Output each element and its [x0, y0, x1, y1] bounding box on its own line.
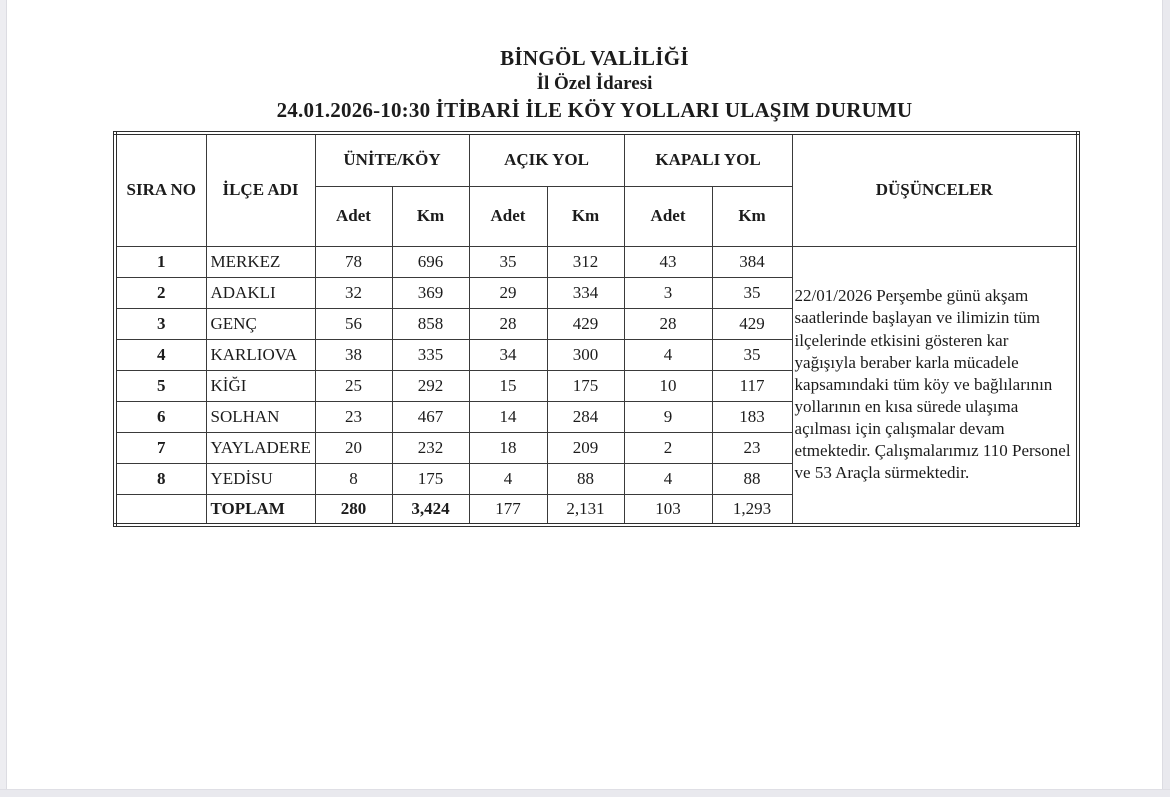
row-number-empty: [115, 494, 206, 525]
row-number: 2: [115, 277, 206, 308]
acik-adet: 4: [469, 463, 547, 494]
kapali-adet: 43: [624, 246, 712, 277]
header-sira-no: SIRA NO: [115, 133, 206, 246]
total-unite-km: 3,424: [392, 494, 469, 525]
notes-cell: 22/01/2026 Perşembe günü akşam saatlerinde başlayan ve ilimizin tüm ilçelerinde etkisini gösteren kar yağışıyla beraber karla mücadele kapsamındaki tüm köy ve bağlılarının yollarının en kısa sürede ulaşıma açılması için çalışmalar devam etmektedir. Çalışmalarımız 110 Personel ve 53 Araçla sürmektedir.: [792, 246, 1078, 525]
header-ilce-adi: İLÇE ADI: [206, 133, 315, 246]
kapali-km: 117: [712, 370, 792, 401]
acik-adet: 18: [469, 432, 547, 463]
kapali-adet: 10: [624, 370, 712, 401]
row-number: 5: [115, 370, 206, 401]
unite-adet: 78: [315, 246, 392, 277]
acik-km: 284: [547, 401, 624, 432]
page-edge-bottom: [0, 789, 1170, 797]
district-name: GENÇ: [206, 308, 315, 339]
unite-adet: 23: [315, 401, 392, 432]
unite-adet: 8: [315, 463, 392, 494]
unite-km: 858: [392, 308, 469, 339]
acik-adet: 35: [469, 246, 547, 277]
header-kapali-km: Km: [712, 186, 792, 246]
acik-km: 88: [547, 463, 624, 494]
unite-km: 696: [392, 246, 469, 277]
kapali-km: 384: [712, 246, 792, 277]
unite-km: 292: [392, 370, 469, 401]
kapali-km: 35: [712, 339, 792, 370]
kapali-adet: 2: [624, 432, 712, 463]
page-edge-left: [0, 0, 7, 797]
kapali-km: 429: [712, 308, 792, 339]
acik-adet: 28: [469, 308, 547, 339]
district-name: KİĞI: [206, 370, 315, 401]
header-acik-km: Km: [547, 186, 624, 246]
row-number: 6: [115, 401, 206, 432]
report-title: 24.01.2026-10:30 İTİBARİ İLE KÖY YOLLARI ULAŞIM DURUMU: [276, 98, 913, 122]
document-header: [113, 45, 1076, 124]
district-name: YEDİSU: [206, 463, 315, 494]
unite-km: 467: [392, 401, 469, 432]
total-kapali-km: 1,293: [712, 494, 792, 525]
district-name: YAYLADERE: [206, 432, 315, 463]
unite-km: 335: [392, 339, 469, 370]
acik-adet: 14: [469, 401, 547, 432]
acik-adet: 34: [469, 339, 547, 370]
kapali-km: 88: [712, 463, 792, 494]
header-unite-adet: Adet: [315, 186, 392, 246]
row-number: 7: [115, 432, 206, 463]
district-name: SOLHAN: [206, 401, 315, 432]
unite-km: 232: [392, 432, 469, 463]
kapali-km: 23: [712, 432, 792, 463]
district-name: ADAKLI: [206, 277, 315, 308]
kapali-adet: 3: [624, 277, 712, 308]
kapali-km: 35: [712, 277, 792, 308]
kapali-adet: 4: [624, 339, 712, 370]
page-edge-right: [1162, 0, 1170, 797]
acik-km: 175: [547, 370, 624, 401]
total-acik-adet: 177: [469, 494, 547, 525]
acik-km: 429: [547, 308, 624, 339]
document-page: [113, 45, 1076, 527]
row-number: 8: [115, 463, 206, 494]
acik-adet: 29: [469, 277, 547, 308]
row-number: 4: [115, 339, 206, 370]
kapali-adet: 9: [624, 401, 712, 432]
acik-km: 209: [547, 432, 624, 463]
unite-adet: 38: [315, 339, 392, 370]
unite-adet: 20: [315, 432, 392, 463]
road-status-table: [113, 131, 1080, 527]
header-unite-km: Km: [392, 186, 469, 246]
header-unite-koy: ÜNİTE/KÖY: [315, 133, 469, 186]
unite-adet: 32: [315, 277, 392, 308]
unite-km: 175: [392, 463, 469, 494]
header-kapali-yol: KAPALI YOL: [624, 133, 792, 186]
administration-subtitle: İl Özel İdaresi: [536, 73, 653, 94]
unite-adet: 25: [315, 370, 392, 401]
total-kapali-adet: 103: [624, 494, 712, 525]
governorship-title: BİNGÖL VALİLİĞİ: [500, 46, 689, 70]
header-acik-yol: AÇIK YOL: [469, 133, 624, 186]
kapali-adet: 28: [624, 308, 712, 339]
acik-km: 334: [547, 277, 624, 308]
district-name: MERKEZ: [206, 246, 315, 277]
acik-km: 300: [547, 339, 624, 370]
total-label: TOPLAM: [206, 494, 315, 525]
total-unite-adet: 280: [315, 494, 392, 525]
row-number: 1: [115, 246, 206, 277]
kapali-adet: 4: [624, 463, 712, 494]
header-kapali-adet: Adet: [624, 186, 712, 246]
header-acik-adet: Adet: [469, 186, 547, 246]
unite-km: 369: [392, 277, 469, 308]
acik-km: 312: [547, 246, 624, 277]
acik-adet: 15: [469, 370, 547, 401]
row-number: 3: [115, 308, 206, 339]
total-acik-km: 2,131: [547, 494, 624, 525]
unite-adet: 56: [315, 308, 392, 339]
kapali-km: 183: [712, 401, 792, 432]
header-dusunceler: DÜŞÜNCELER: [792, 133, 1078, 246]
district-name: KARLIOVA: [206, 339, 315, 370]
table-row-merkez: [115, 246, 1078, 277]
